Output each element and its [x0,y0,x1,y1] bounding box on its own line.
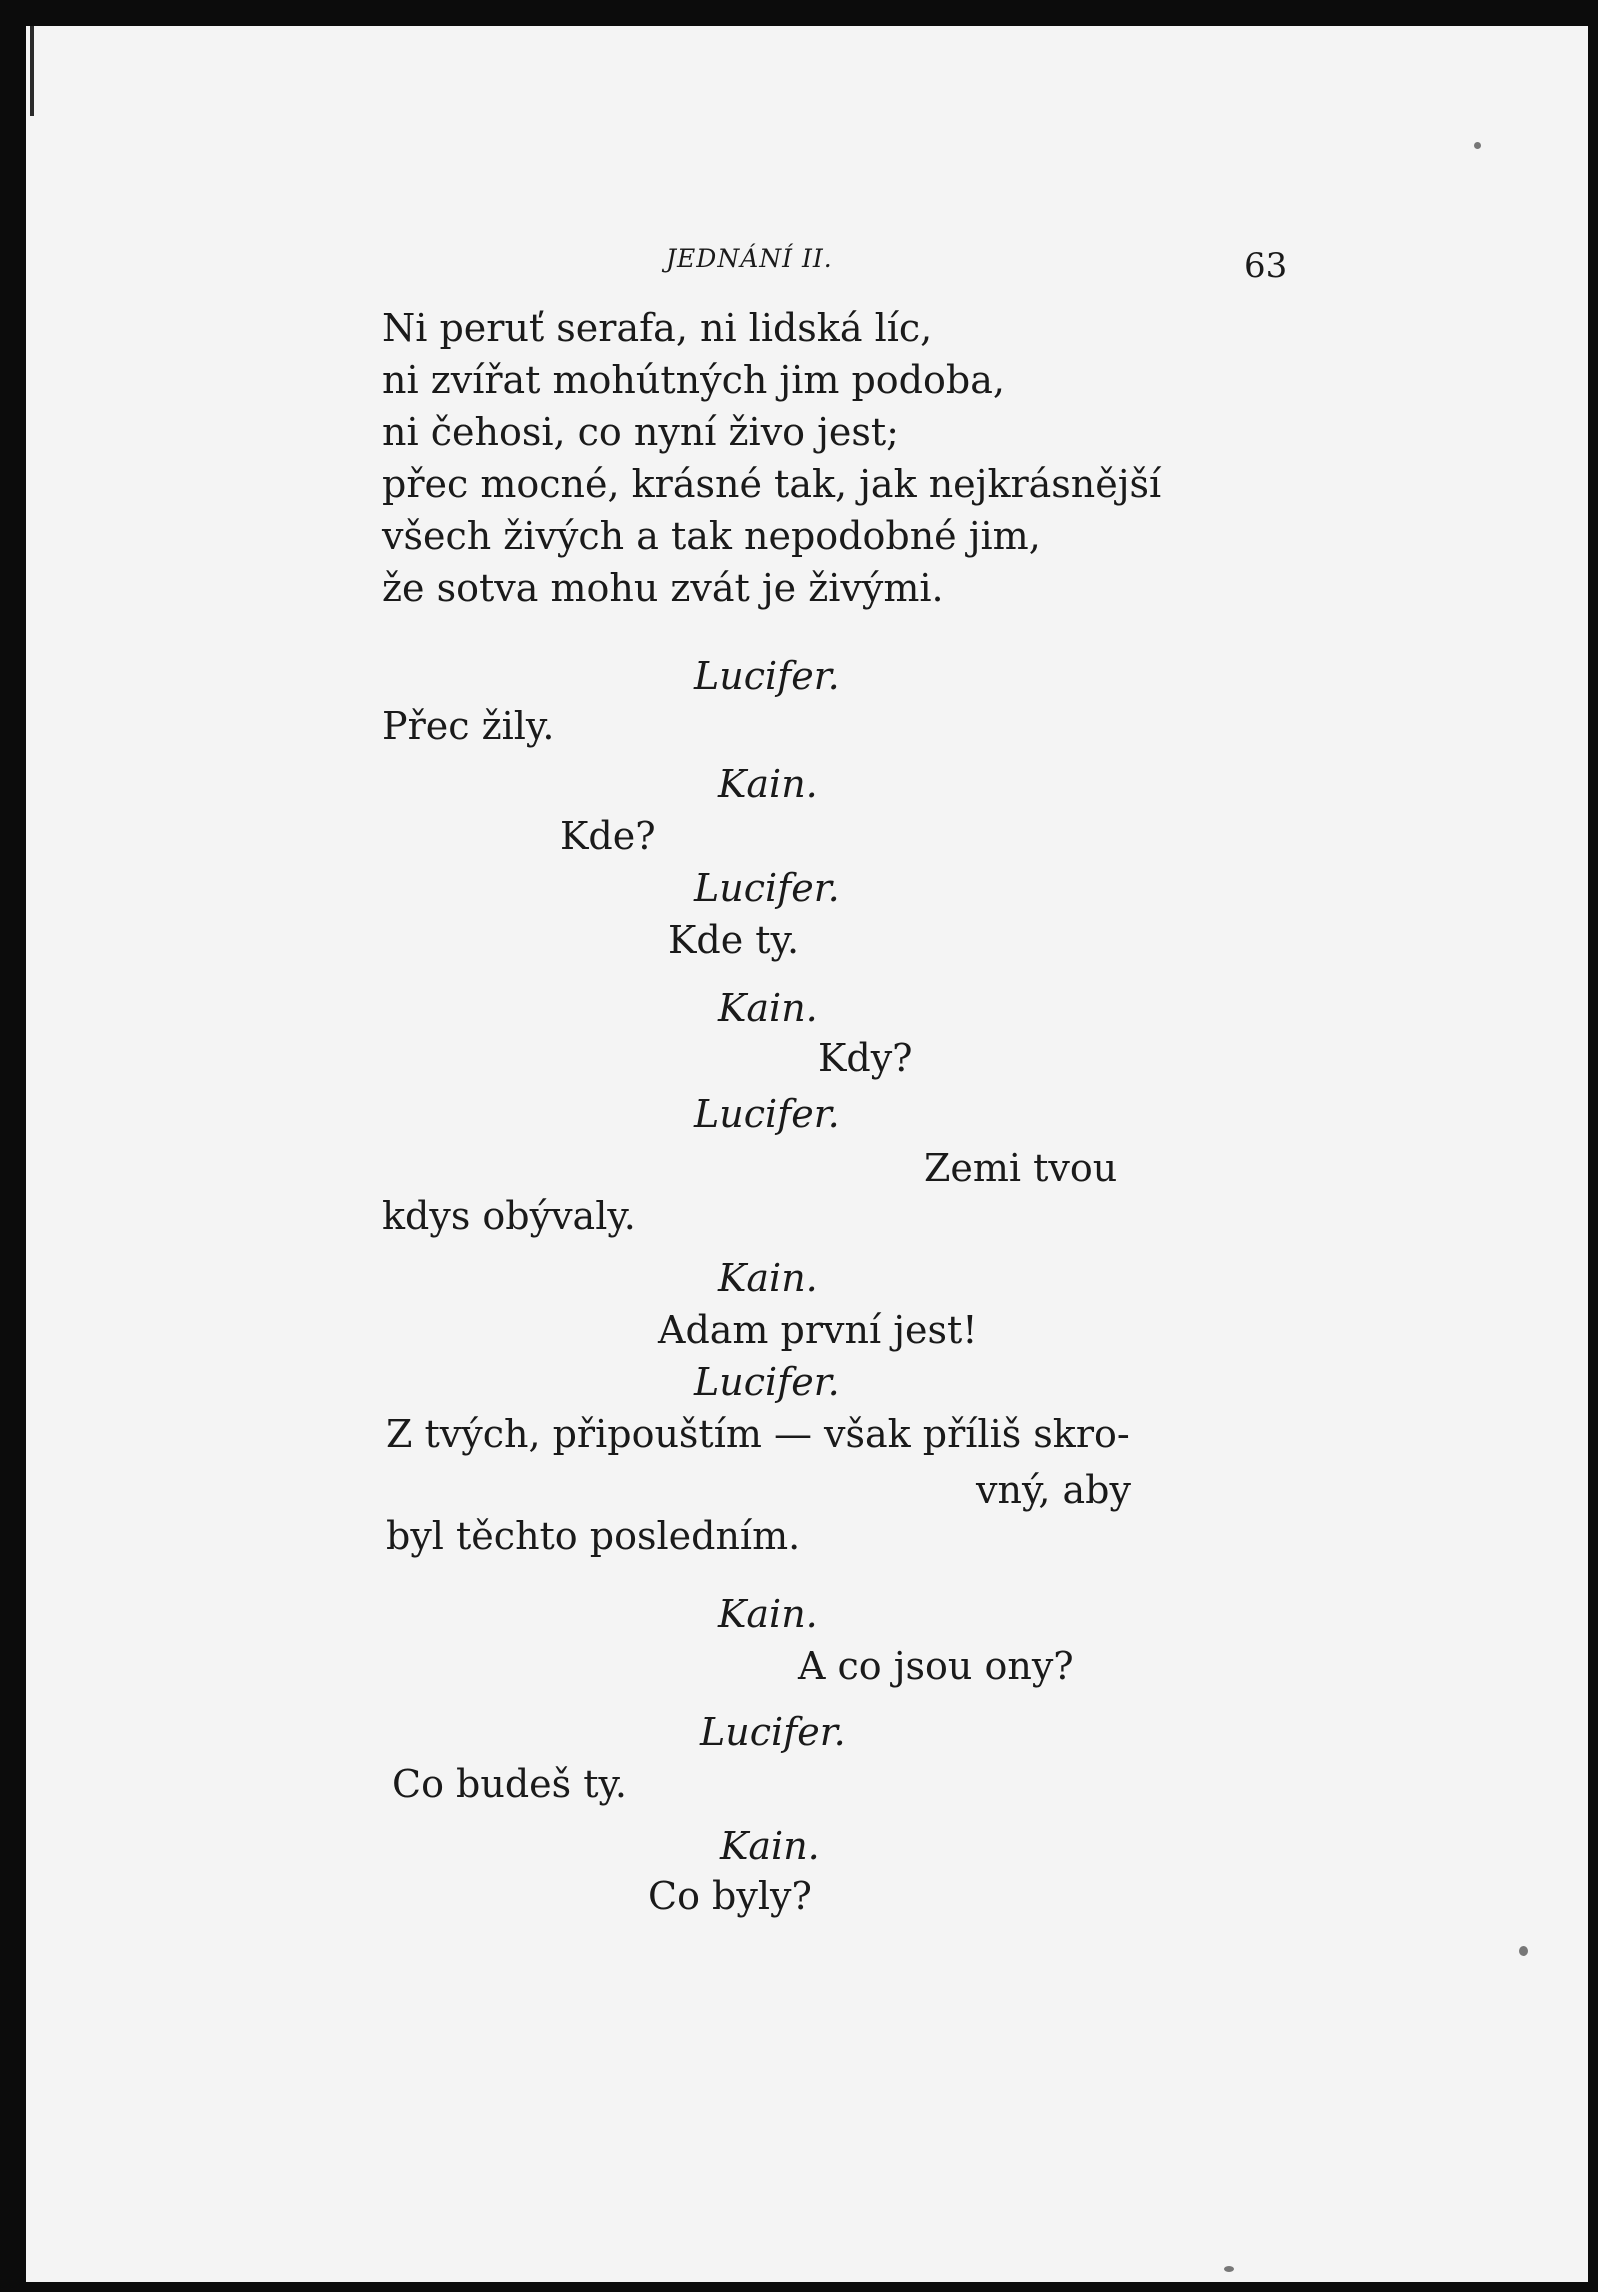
paper-speck [1519,1946,1528,1956]
dialogue-line: Kde? [560,814,656,858]
speaker-name: Kain. [718,986,818,1030]
dialogue-line: Adam první jest! [658,1308,978,1352]
dialogue-line: A co jsou ony? [798,1644,1074,1688]
speaker-name: Kain. [718,1256,818,1300]
dialogue-line: Z tvých, připouštím — však příliš skro- [386,1412,1130,1456]
dialogue-line: Co byly? [648,1874,812,1918]
verse-line: ni čehosi, co nyní živo jest; [382,410,899,454]
verse-line: že sotva mohu zvát je živými. [382,566,944,610]
dialogue-line: vný, aby [976,1468,1131,1512]
paper-speck [1474,142,1481,149]
dialogue-line: Přec žily. [382,704,555,748]
dialogue-line: Co budeš ty. [392,1762,627,1806]
dialogue-line: Kdy? [818,1036,913,1080]
binding-edge [30,26,34,116]
dialogue-line: kdys obývaly. [382,1194,636,1238]
dialogue-line: Kde ty. [668,918,800,962]
dialogue-line: byl těchto posledním. [386,1514,801,1558]
dialogue-line: Zemi tvou [924,1146,1118,1190]
page-number: 63 [1244,246,1288,286]
speaker-name: Lucifer. [694,866,840,910]
verse-line: ni zvířat mohútných jim podoba, [382,358,1005,402]
speaker-name: Kain. [718,1592,818,1636]
running-header: JEDNÁNÍ II. [666,244,833,273]
speaker-name: Lucifer. [700,1710,846,1754]
speaker-name: Kain. [718,762,818,806]
speaker-name: Kain. [720,1824,820,1868]
paper-speck [1224,2266,1234,2272]
book-page [26,26,1588,2282]
verse-line: Ni peruť serafa, ni lidská líc, [382,306,933,350]
verse-line: všech živých a tak nepodobné jim, [382,514,1041,558]
speaker-name: Lucifer. [694,1360,840,1404]
speaker-name: Lucifer. [694,1092,840,1136]
verse-line: přec mocné, krásné tak, jak nejkrásnější [382,462,1162,506]
speaker-name: Lucifer. [694,654,840,698]
